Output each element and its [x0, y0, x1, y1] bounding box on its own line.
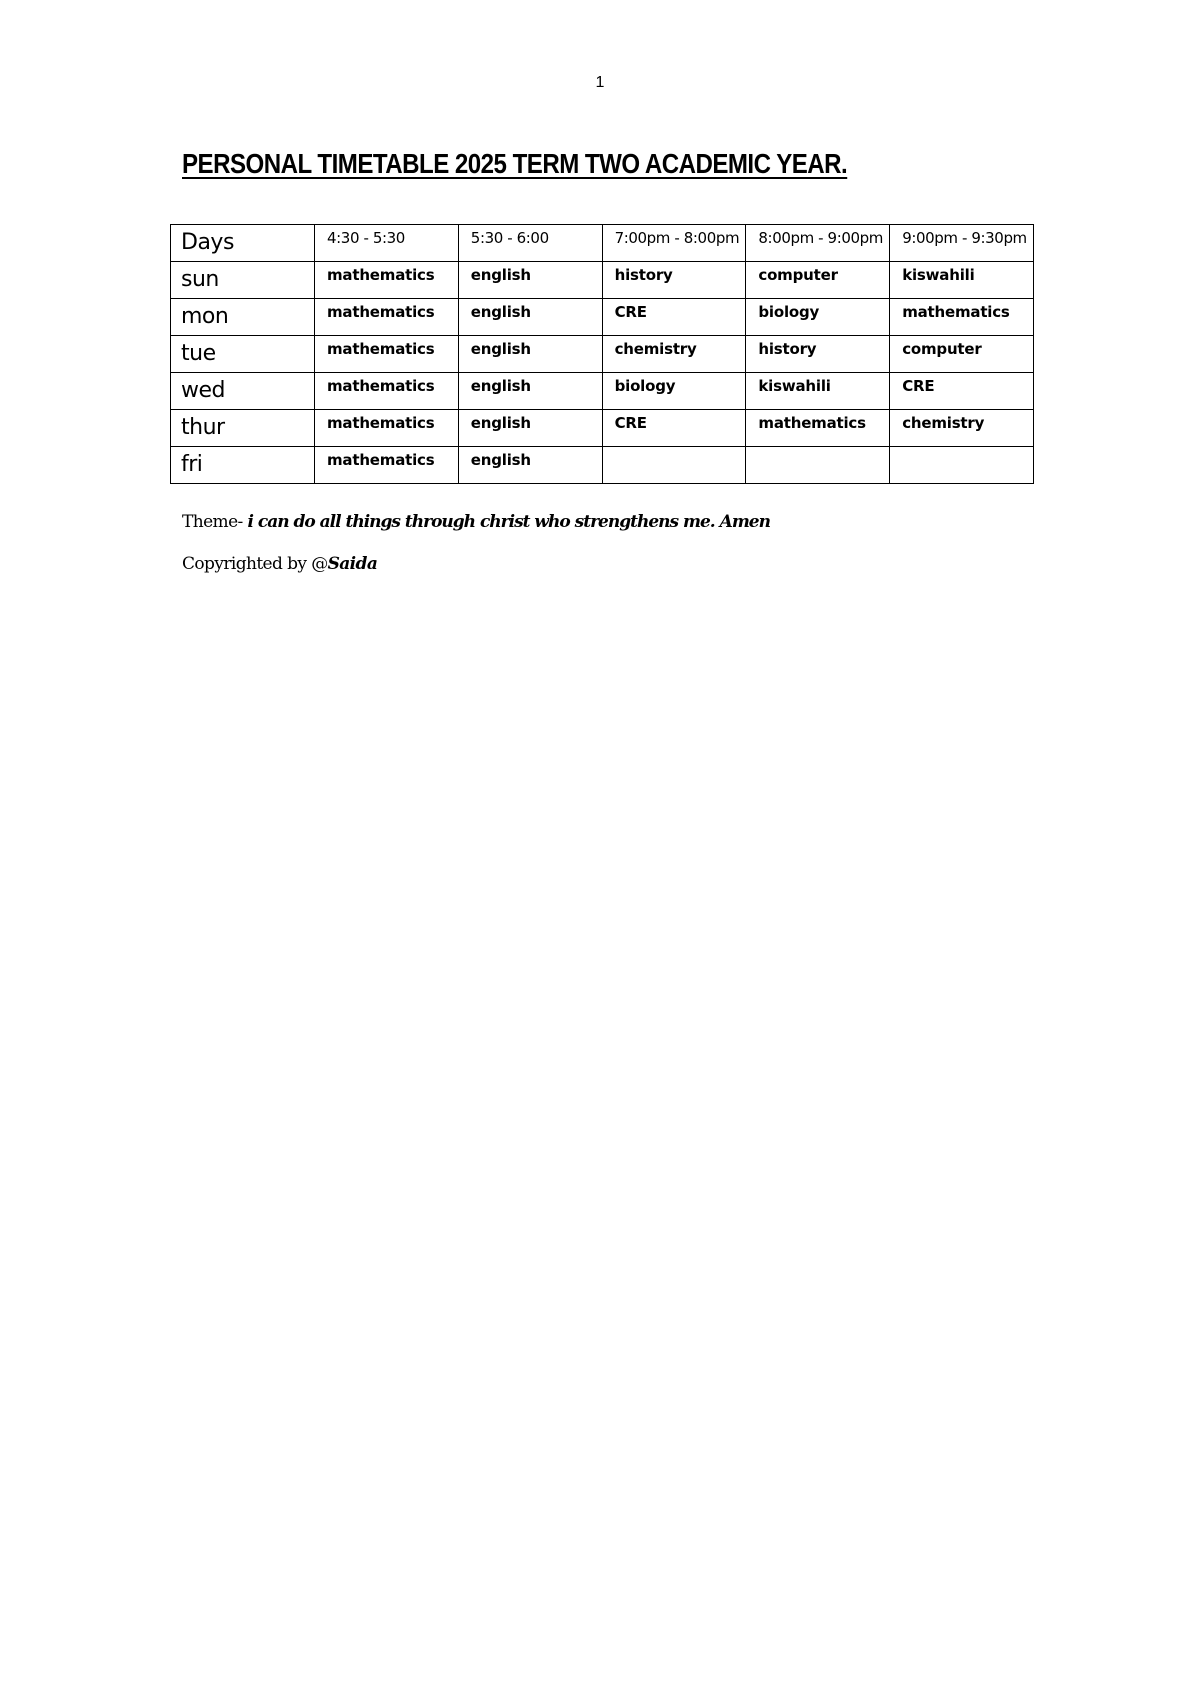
- table-header-row: [171, 225, 1034, 262]
- header-slot-1: 4:30 - 5:30: [315, 225, 459, 262]
- day-label: mon: [171, 299, 315, 336]
- subject-cell: computer: [890, 336, 1034, 373]
- subject-cell: biology: [746, 299, 890, 336]
- subject-cell: kiswahili: [890, 262, 1034, 299]
- table-row: [171, 262, 1034, 299]
- subject-cell: chemistry: [602, 336, 746, 373]
- header-slot-3: 7:00pm - 8:00pm: [602, 225, 746, 262]
- subject-cell: biology: [602, 373, 746, 410]
- subject-cell: computer: [746, 262, 890, 299]
- subject-cell: kiswahili: [746, 373, 890, 410]
- day-label: sun: [171, 262, 315, 299]
- table-row: [171, 299, 1034, 336]
- subject-cell: CRE: [602, 410, 746, 447]
- header-days: Days: [171, 225, 315, 262]
- theme-line: [182, 512, 770, 532]
- header-slot-2: 5:30 - 6:00: [458, 225, 602, 262]
- subject-cell: CRE: [602, 299, 746, 336]
- subject-cell: english: [458, 410, 602, 447]
- subject-cell: mathematics: [315, 373, 459, 410]
- table-row: [171, 373, 1034, 410]
- table-row: [171, 447, 1034, 484]
- subject-cell: chemistry: [890, 410, 1034, 447]
- header-slot-4: 8:00pm - 9:00pm: [746, 225, 890, 262]
- header-slot-5: 9:00pm - 9:30pm: [890, 225, 1034, 262]
- subject-cell: english: [458, 447, 602, 484]
- subject-cell: english: [458, 262, 602, 299]
- table-row: [171, 336, 1034, 373]
- subject-cell: mathematics: [315, 447, 459, 484]
- day-label: thur: [171, 410, 315, 447]
- day-label: tue: [171, 336, 315, 373]
- subject-cell: history: [602, 262, 746, 299]
- subject-cell: [602, 447, 746, 484]
- subject-cell: english: [458, 299, 602, 336]
- subject-cell: mathematics: [315, 299, 459, 336]
- day-label: fri: [171, 447, 315, 484]
- subject-cell: mathematics: [746, 410, 890, 447]
- theme-label: Theme-: [182, 512, 243, 532]
- subject-cell: [746, 447, 890, 484]
- theme-text: i can do all things through christ who strengthens me. Amen: [247, 512, 770, 532]
- subject-cell: english: [458, 336, 602, 373]
- timetable: [170, 224, 1034, 484]
- subject-cell: mathematics: [315, 336, 459, 373]
- subject-cell: mathematics: [315, 410, 459, 447]
- subject-cell: history: [746, 336, 890, 373]
- copyright-label: Copyrighted by @: [182, 554, 328, 574]
- day-label: wed: [171, 373, 315, 410]
- subject-cell: mathematics: [315, 262, 459, 299]
- subject-cell: [890, 447, 1034, 484]
- page-title: PERSONAL TIMETABLE 2025 TERM TWO ACADEMIC YEAR.: [182, 148, 848, 179]
- table-row: [171, 410, 1034, 447]
- subject-cell: CRE: [890, 373, 1034, 410]
- subject-cell: english: [458, 373, 602, 410]
- copyright-author: Saida: [327, 554, 378, 574]
- copyright-line: [182, 554, 377, 574]
- subject-cell: mathematics: [890, 299, 1034, 336]
- page-number: 1: [595, 74, 605, 91]
